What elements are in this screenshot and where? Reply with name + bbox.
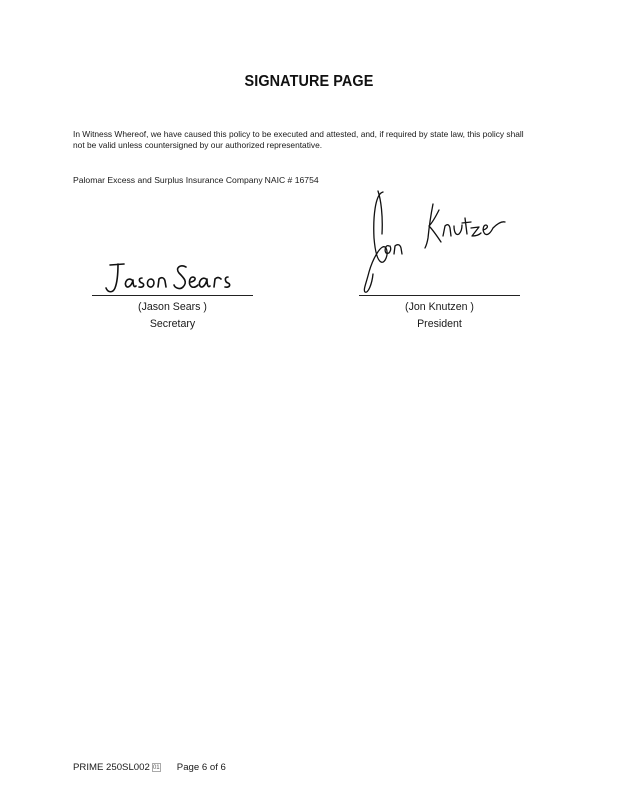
signature-image-jon-knutzen	[359, 188, 509, 298]
signature-line	[359, 295, 520, 296]
page-title: SIGNATURE PAGE	[244, 73, 374, 90]
company-line	[73, 175, 319, 185]
signatory-title: Secretary	[149, 318, 196, 330]
placeholder-glyph: 01	[152, 764, 160, 771]
signatory-name: (Jon Knutzen )	[405, 301, 474, 313]
naic-number: NAIC # 16754	[264, 175, 319, 185]
witness-paragraph: In Witness Whereof, we have caused this policy to be executed and attested, and, if required by state law, this policy shall not be valid unless countersigned by our authorized representative.	[73, 129, 524, 151]
form-number: PRIME 250SL002	[73, 762, 150, 773]
company-name: Palomar Excess and Surplus Insurance Company	[73, 175, 263, 185]
signature-line	[92, 295, 253, 296]
page-footer	[73, 762, 226, 773]
page-number: Page 6 of 6	[176, 762, 226, 773]
signatory-name: (Jason Sears )	[138, 301, 207, 313]
signatory-title: President	[417, 318, 462, 330]
signature-image-jason-sears	[100, 255, 250, 300]
